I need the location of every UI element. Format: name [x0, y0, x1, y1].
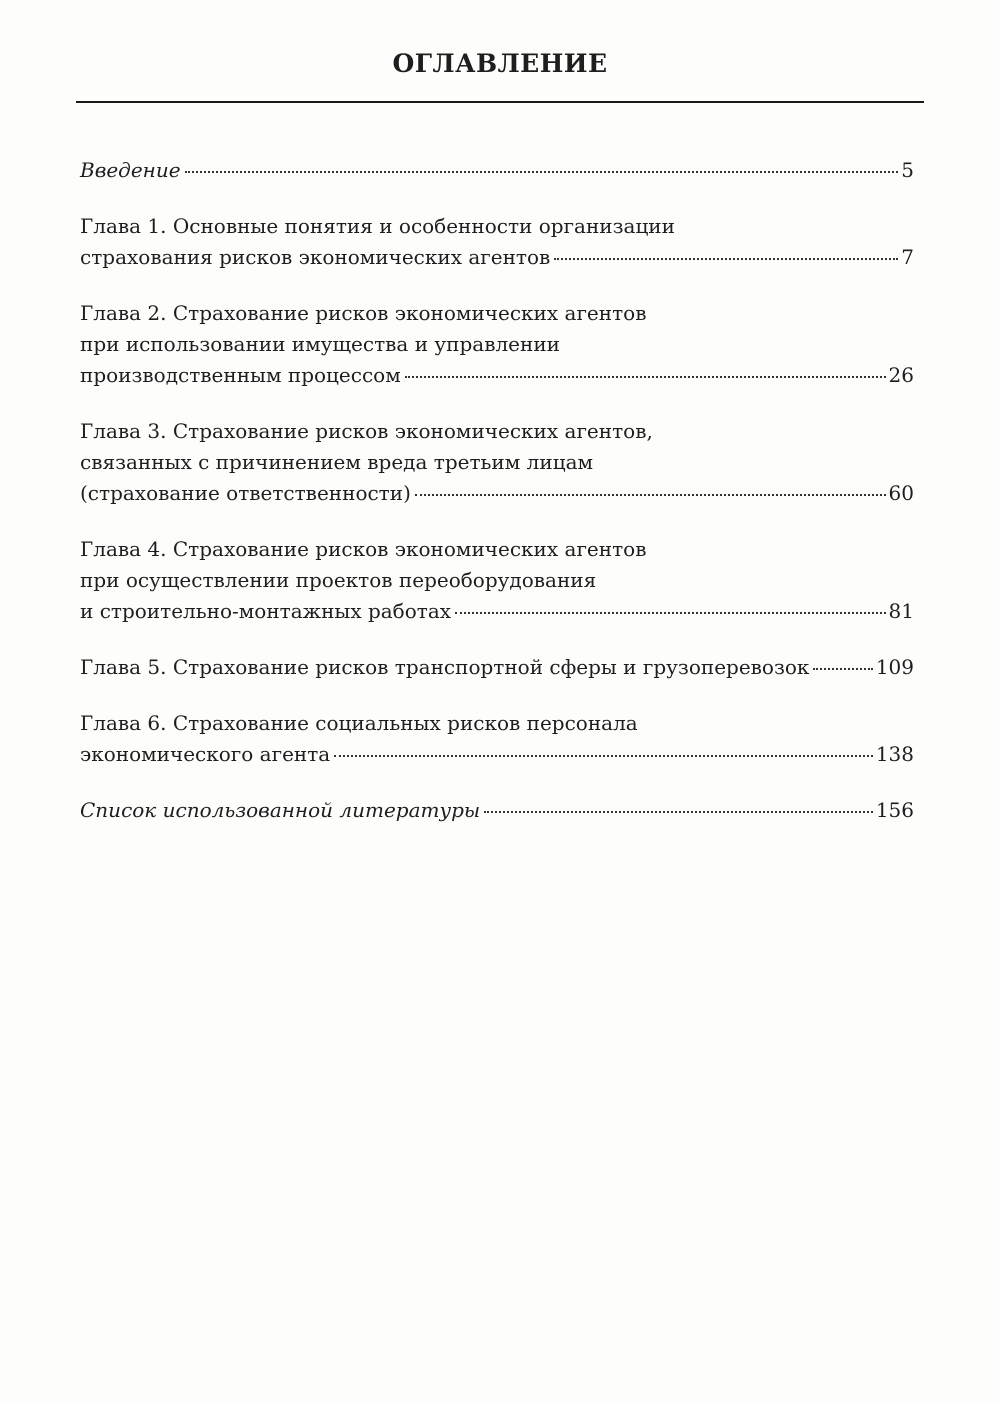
page-number: 7 [901, 245, 914, 269]
toc-entry[interactable] [80, 534, 914, 627]
toc-entry-title-line: Глава 5. Страхование рисков транспортной сферы и грузоперевозок [80, 655, 810, 679]
toc-entry-title-line: Глава 3. Страхование рисков экономических агентов, [80, 419, 653, 443]
toc-entry[interactable] [80, 652, 914, 683]
toc-entry[interactable] [80, 155, 914, 186]
page-number: 60 [888, 481, 914, 505]
dot-leader [415, 494, 886, 496]
toc-entry-title-line: связанных с причинением вреда третьим лицам [80, 450, 594, 474]
page-number: 81 [888, 599, 914, 623]
dot-leader [405, 376, 886, 378]
toc-entry-last-line [80, 478, 914, 509]
toc-entry[interactable] [80, 708, 914, 770]
page-number: 138 [875, 742, 914, 766]
dot-leader [334, 755, 873, 757]
toc-entry-title-line: экономического агента [80, 742, 331, 766]
toc-entry-last-line [80, 652, 914, 683]
dot-leader [813, 668, 872, 670]
toc-entry-title-line: Глава 6. Страхование социальных рисков персонала [80, 711, 638, 735]
toc-entry-title-line: Глава 1. Основные понятия и особенности организации [80, 214, 675, 238]
dot-leader [455, 612, 886, 614]
toc-entry-last-line [80, 739, 914, 770]
toc-entry-title-line: при осуществлении проектов переоборудования [80, 568, 597, 592]
table-of-contents [80, 155, 914, 851]
toc-entry-title-line: Введение [80, 158, 181, 182]
toc-entry-title-line: страхования рисков экономических агентов [80, 245, 551, 269]
title-divider [76, 101, 924, 103]
toc-entry[interactable] [80, 298, 914, 391]
page-number: 5 [901, 158, 914, 182]
toc-entry[interactable] [80, 211, 914, 273]
toc-entry-last-line [80, 360, 914, 391]
toc-entry-last-line [80, 596, 914, 627]
dot-leader [554, 258, 898, 260]
dot-leader [484, 811, 873, 813]
toc-entry-last-line [80, 155, 914, 186]
page-number: 109 [875, 655, 914, 679]
toc-entry[interactable] [80, 416, 914, 509]
toc-entry[interactable] [80, 795, 914, 826]
toc-entry-title-line: и строительно-монтажных работах [80, 599, 452, 623]
toc-entry-last-line [80, 795, 914, 826]
toc-entry-title-line: Список использованной литературы [80, 798, 481, 822]
page-title: ОГЛАВЛЕНИЕ [392, 49, 608, 78]
toc-entry-title-line: Глава 4. Страхование рисков экономических агентов [80, 537, 647, 561]
toc-entry-last-line [80, 242, 914, 273]
toc-entry-title-line: производственным процессом [80, 363, 401, 387]
dot-leader [185, 171, 899, 173]
toc-entry-title-line: (страхование ответственности) [80, 481, 411, 505]
page-number: 26 [888, 363, 914, 387]
toc-entry-title-line: Глава 2. Страхование рисков экономических агентов [80, 301, 647, 325]
page-number: 156 [875, 798, 914, 822]
toc-entry-title-line: при использовании имущества и управлении [80, 332, 560, 356]
